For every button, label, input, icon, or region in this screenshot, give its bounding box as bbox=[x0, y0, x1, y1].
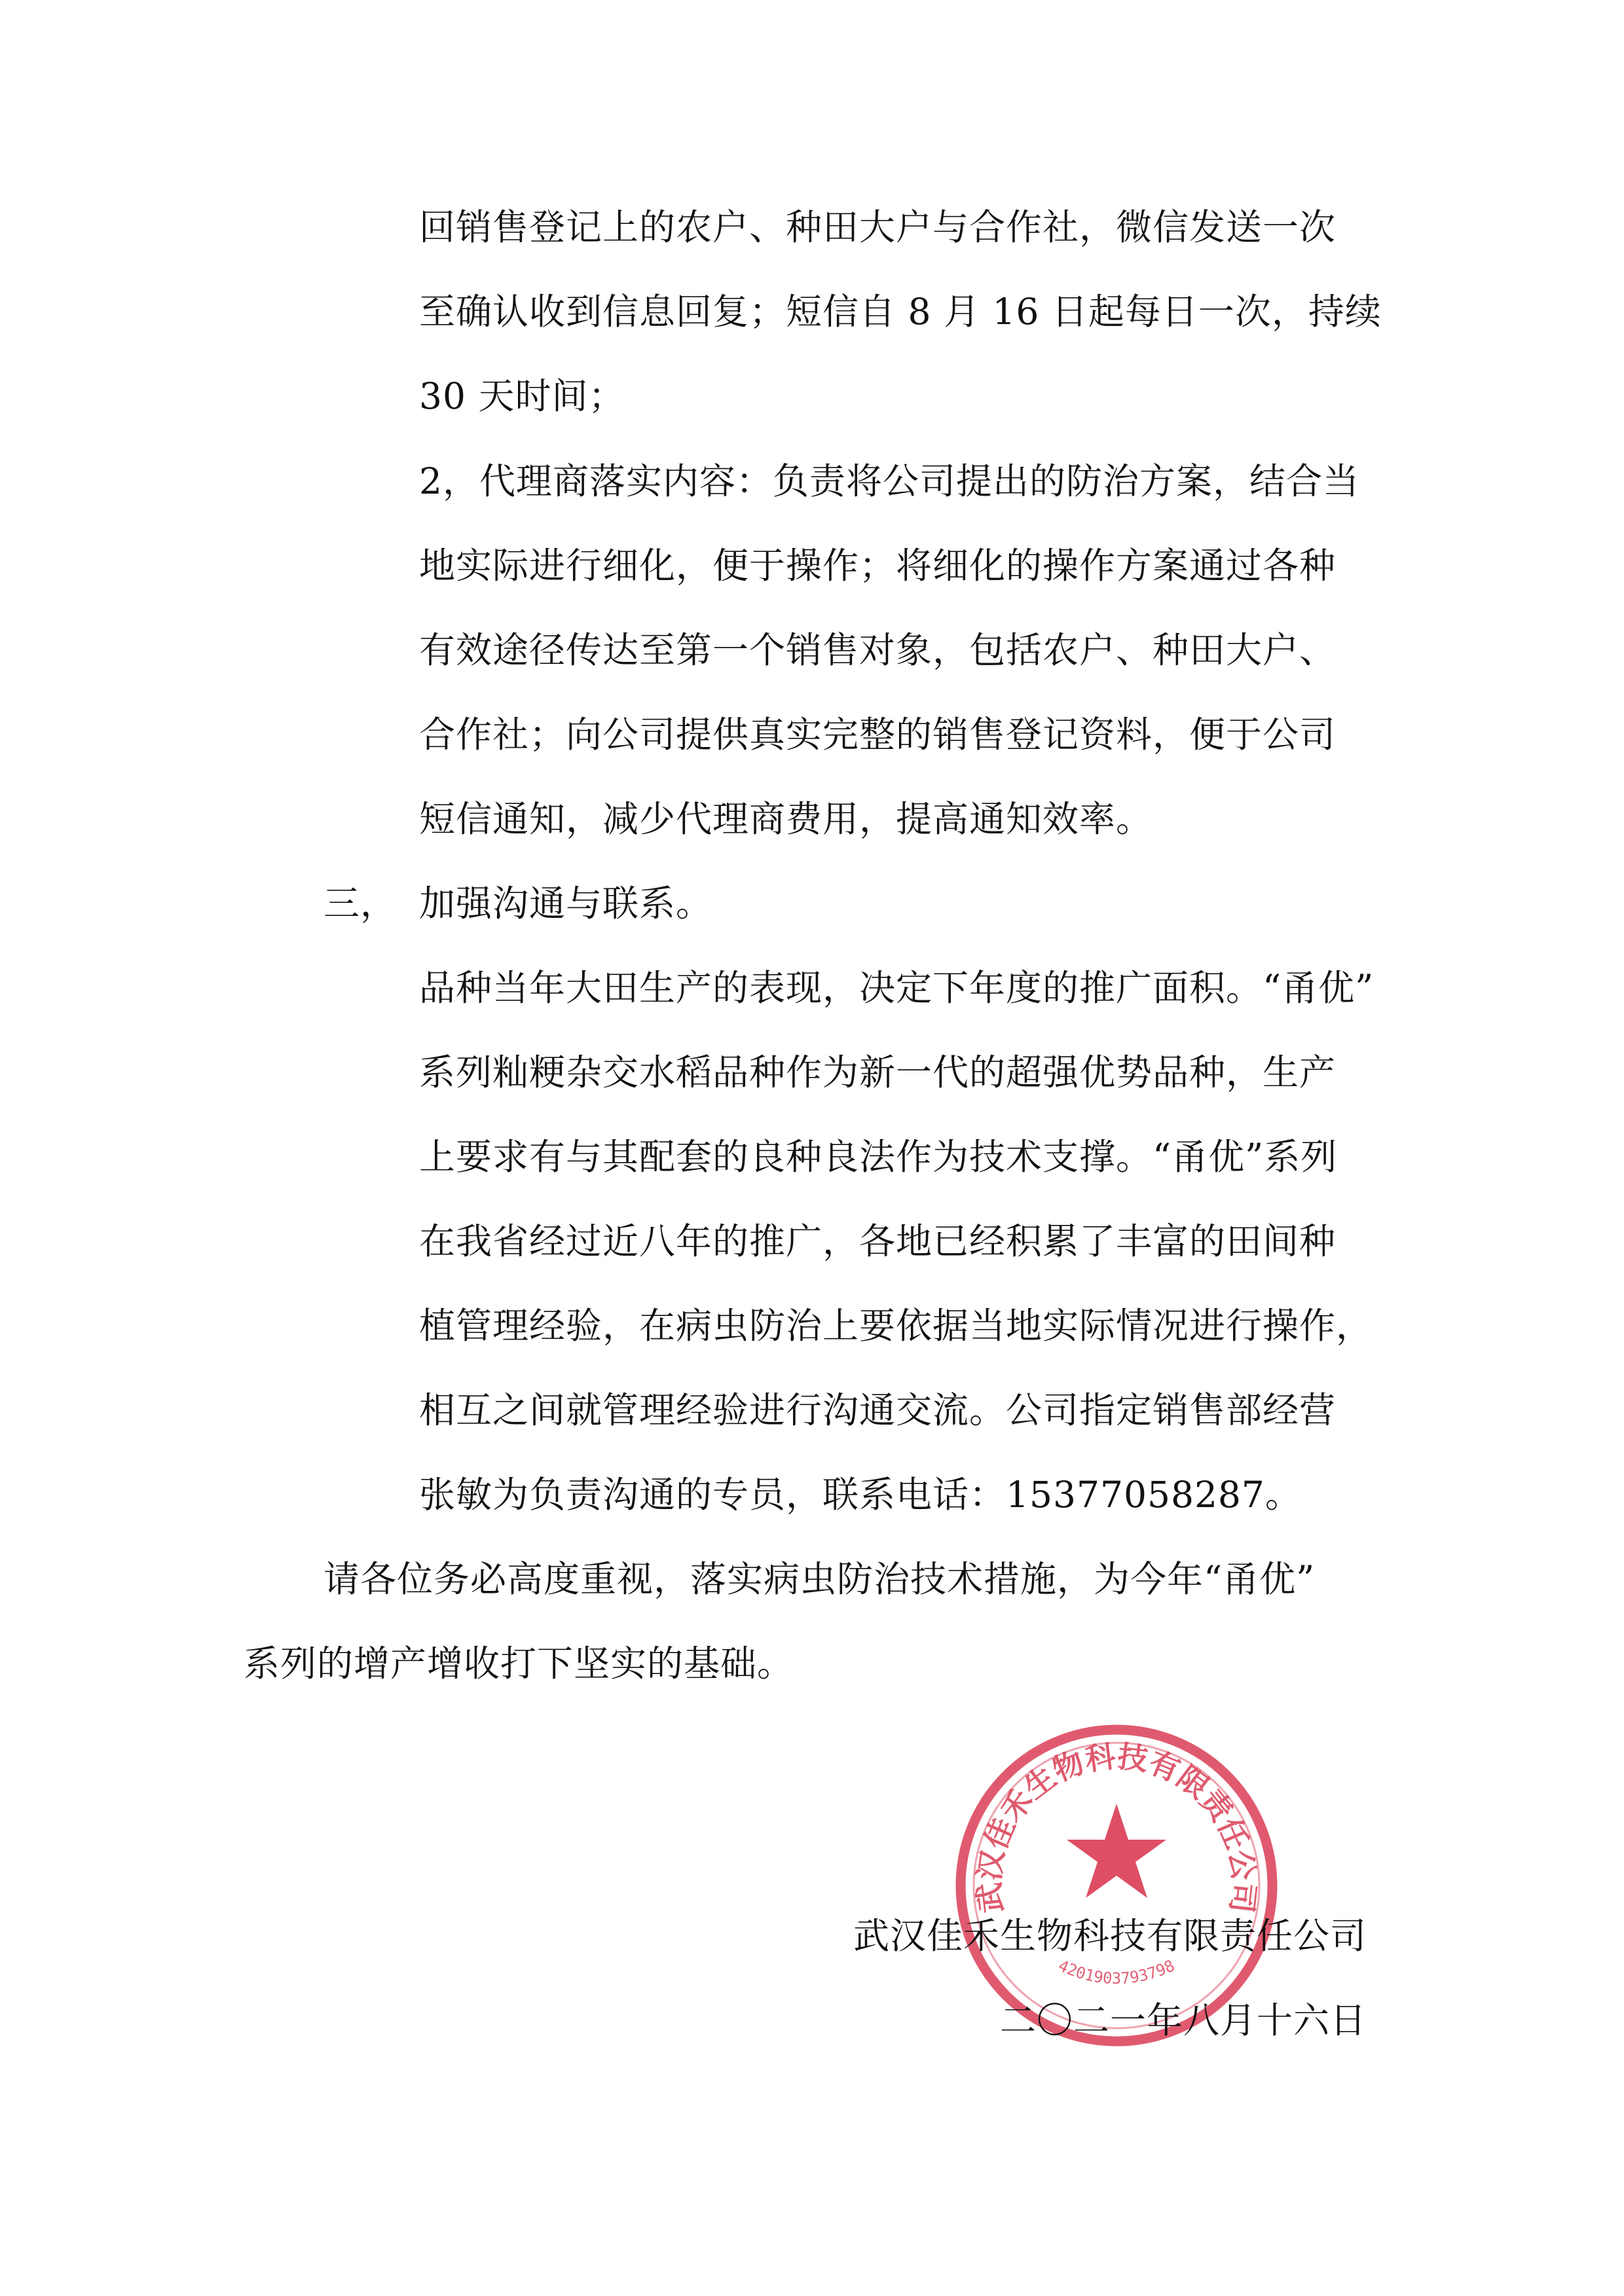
body-line: 上要求有与其配套的良种良法作为技术支撑。“甬优”系列 bbox=[419, 1136, 1338, 1178]
closing-line: 请各位务必高度重视，落实病虫防治技术措施，为今年“甬优” bbox=[323, 1558, 1316, 1600]
signature-company: 武汉佳禾生物科技有限责任公司 bbox=[853, 1915, 1367, 1957]
seal-company-text: 武汉佳禾生物科技有限责任公司 bbox=[970, 1738, 1263, 1915]
seal-outer-ring bbox=[961, 1730, 1272, 2041]
body-line: 2，代理商落实内容：负责将公司提出的防治方案，结合当 bbox=[419, 460, 1359, 502]
star-icon bbox=[1067, 1804, 1166, 1898]
body-line: 系列籼粳杂交水稻品种作为新一代的超强优势品种，生产 bbox=[419, 1051, 1337, 1093]
body-line: 至确认收到信息回复；短信自 8 月 16 日起每日一次，持续 bbox=[419, 291, 1382, 333]
body-line: 合作社；向公司提供真实完整的销售登记资料，便于公司 bbox=[419, 714, 1337, 756]
body-line: 张敏为负责沟通的专员，联系电话：15377058287。 bbox=[419, 1474, 1302, 1516]
signature-date: 二〇二一年八月十六日 bbox=[999, 1999, 1367, 2041]
body-line: 相互之间就管理经验进行沟通交流。公司指定销售部经营 bbox=[419, 1389, 1337, 1431]
body-line: 品种当年大田生产的表现，决定下年度的推广面积。“甬优” bbox=[419, 967, 1375, 1009]
body-line: 30 天时间； bbox=[419, 375, 625, 417]
body-line: 植管理经验，在病虫防治上要依据当地实际情况进行操作， bbox=[419, 1305, 1373, 1347]
body-line: 短信通知，减少代理商费用，提高通知效率。 bbox=[419, 798, 1153, 840]
body-line: 在我省经过近八年的推广，各地已经积累了丰富的田间种 bbox=[419, 1220, 1337, 1262]
body-line: 有效途径传达至第一个销售对象，包括农户、种田大户、 bbox=[419, 629, 1337, 671]
body-line: 回销售登记上的农户、种田大户与合作社，微信发送一次 bbox=[419, 206, 1337, 248]
seal-code-text: 4201903793798 bbox=[1055, 1956, 1178, 1988]
section-number: 三， bbox=[323, 883, 397, 924]
body-line: 地实际进行细化，便于操作；将细化的操作方案通过各种 bbox=[419, 545, 1337, 587]
closing-line: 系列的增产增收打下坚实的基础。 bbox=[244, 1643, 794, 1685]
section-heading: 加强沟通与联系。 bbox=[419, 883, 713, 924]
